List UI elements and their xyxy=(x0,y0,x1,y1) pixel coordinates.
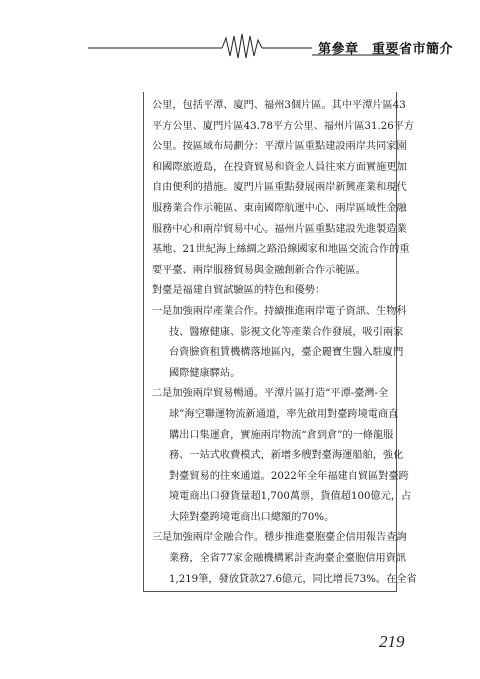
text-line: 技、醫療健康、影視文化等產業合作發展，吸引兩家 xyxy=(169,326,404,338)
text-line: 一是加強兩岸產業合作。持續推進兩岸電子資訊、生物科 xyxy=(152,305,407,317)
text-line: 1,219筆，發放貸款27.6億元，同比增長73%。在全省 xyxy=(169,573,417,585)
page-header xyxy=(0,0,480,70)
page-number: 219 xyxy=(379,632,405,651)
text-line: 和國際旅遊島，在投資貿易和資金人員往來方面實施更加 xyxy=(152,161,407,173)
text-line: 三是加強兩岸金融合作。穩步推進臺胞臺企信用報告查詢 xyxy=(152,532,407,544)
heartbeat-rule-icon xyxy=(0,0,480,70)
text-line: 平方公里、廈門片區43.78平方公里、福州片區31.26平方 xyxy=(152,120,415,132)
text-line: 對臺貿易的往來通道。2022年全年福建自貿區對臺跨 xyxy=(169,470,409,482)
text-line: 務、一站式收費模式，新增多艘對臺海運船舶，強化 xyxy=(169,450,404,462)
text-line: 購出口集運倉，實施兩岸物流“倉到倉”的一條龍服 xyxy=(169,429,394,441)
text-line: 境電商出口發貨量超1,700萬票，貨值超100億元，占 xyxy=(169,491,412,503)
text-line: 對臺是福建自貿試驗區的特色和優勢： xyxy=(152,285,326,297)
text-line: 國際健康驛站。 xyxy=(169,367,241,379)
text-line: 自由便利的措施。廈門片區重點發展兩岸新興產業和現代 xyxy=(152,182,407,194)
chapter-title: 第參章 重要省市簡介 xyxy=(318,42,454,57)
text-line: 大陸對臺跨境電商出口總額的70%。 xyxy=(169,511,335,523)
text-line: 公里，包括平潭、廈門、福州3個片區。其中平潭片區43 xyxy=(152,100,406,111)
text-line: 服務中心和兩岸貿易中心。福州片區重點建設先進製造業 xyxy=(152,223,407,235)
text-line: 要平臺、兩岸服務貿易與金融創新合作示範區。 xyxy=(152,264,366,276)
text-line: 公里。按區域布局劃分：平潭片區重點建設兩岸共同家園 xyxy=(152,141,407,153)
content-box xyxy=(143,92,417,592)
text-line: 球”海空聯運物流新通道，率先啟用對臺跨境電商直 xyxy=(169,408,399,420)
text-line: 二是加強兩岸貿易暢通。平潭片區打造“平潭-臺灣-全 xyxy=(152,388,389,400)
body-text xyxy=(152,96,417,590)
text-line: 基地、21世紀海上絲綢之路沿線國家和地區交流合作的重 xyxy=(152,244,410,256)
text-line: 服務業合作示範區、東南國際航運中心、兩岸區域性金融 xyxy=(152,202,407,214)
text-line: 業務，全省77家金融機構累計查詢臺企臺胞信用資訊 xyxy=(169,553,407,565)
text-line: 台資臉資租賃機構落地區內，臺企麗寶生醫入駐廈門 xyxy=(169,347,404,359)
